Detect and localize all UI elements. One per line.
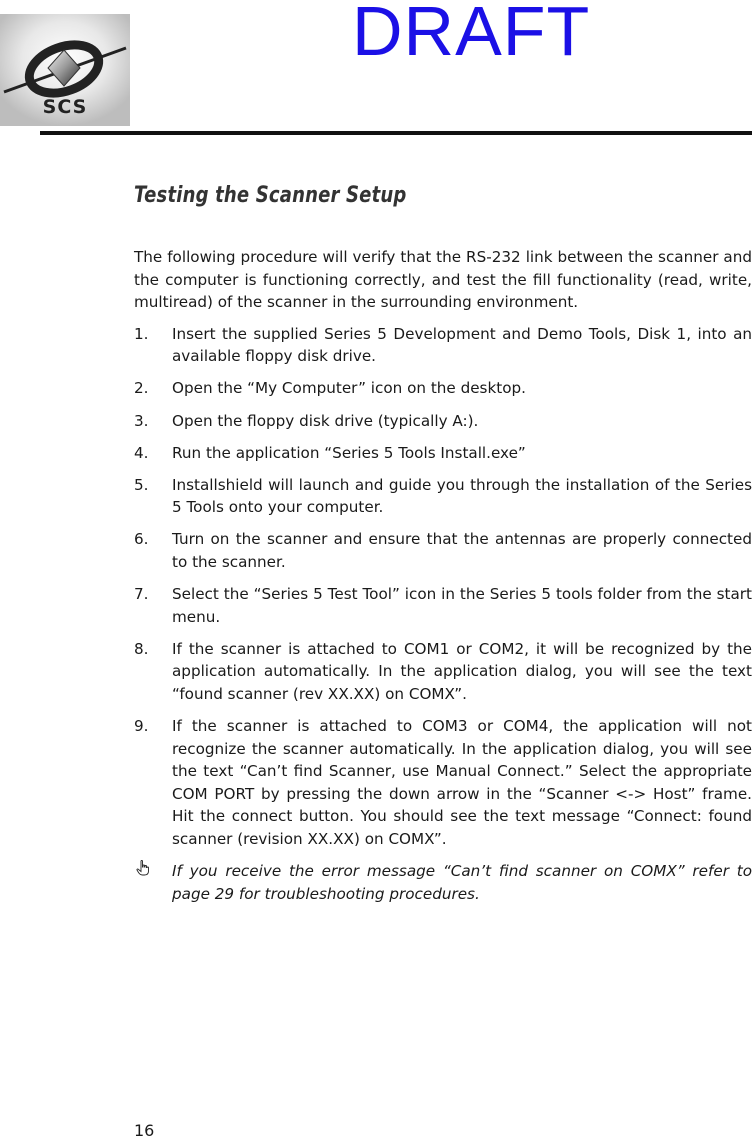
step-text: If the scanner is attached to COM3 or COM4, the application will not recognize the scanner automatically. In the application dialog, you will see the text “Can’t find Scanner, use Manual Connect.” Select the appropriate COM PORT by pressing the down arrow in the “Scanner <-> Host” frame. Hit the connect button. You should see the text message “Connect: found scanner (revision XX.XX) on COMX”. (172, 717, 752, 849)
logo-text: SCS (42, 96, 88, 118)
note-text: If you receive the error message “Can’t find scanner on COMX” refer to page 29 for troubleshooting procedures. (172, 862, 752, 903)
troubleshooting-note (134, 860, 752, 905)
step-1 (134, 323, 752, 368)
step-number: 6. (134, 530, 149, 549)
page-content (134, 246, 752, 905)
section-title: Testing the Scanner Setup (134, 183, 407, 208)
step-text: Insert the supplied Series 5 Development and Demo Tools, Disk 1, into an available floppy disk drive. (172, 324, 752, 366)
step-number: 5. (134, 475, 149, 494)
step-number: 4. (134, 443, 149, 462)
step-2 (134, 377, 752, 400)
pointing-hand-icon (134, 860, 172, 905)
step-number: 3. (134, 411, 149, 430)
step-4 (134, 442, 752, 465)
step-number: 2. (134, 379, 149, 398)
step-6 (134, 528, 752, 573)
step-3 (134, 410, 752, 433)
step-9 (134, 715, 752, 851)
draft-watermark: DRAFT (352, 0, 591, 70)
step-text: Installshield will launch and guide you through the installation of the Series 5 Tools onto your computer. (172, 475, 752, 517)
page-number: 16 (134, 1121, 155, 1140)
step-text: Open the floppy disk drive (typically A:). (172, 411, 479, 430)
scs-logo (0, 14, 130, 126)
step-number: 9. (134, 717, 149, 736)
header-divider (40, 131, 752, 135)
step-text: Run the application “Series 5 Tools Install.exe” (172, 443, 526, 462)
step-number: 8. (134, 639, 149, 658)
procedure-steps (134, 323, 752, 851)
step-7 (134, 583, 752, 628)
intro-paragraph: The following procedure will verify that the RS-232 link between the scanner and the computer is functioning correctly, and test the fill functionality (read, write, multiread) of the scanner in the surrounding environment. (134, 248, 752, 312)
step-5 (134, 474, 752, 519)
step-text: If the scanner is attached to COM1 or COM2, it will be recognized by the application automatically. In the application dialog, you will see the text “found scanner (rev XX.XX) on COMX”. (172, 639, 752, 703)
step-number: 1. (134, 324, 149, 343)
step-text: Turn on the scanner and ensure that the antennas are properly connected to the scanner. (172, 530, 752, 572)
step-text: Select the “Series 5 Test Tool” icon in the Series 5 tools folder from the start menu. (172, 585, 752, 626)
step-number: 7. (134, 585, 149, 604)
step-text: Open the “My Computer” icon on the desktop. (172, 379, 526, 398)
step-8 (134, 638, 752, 706)
